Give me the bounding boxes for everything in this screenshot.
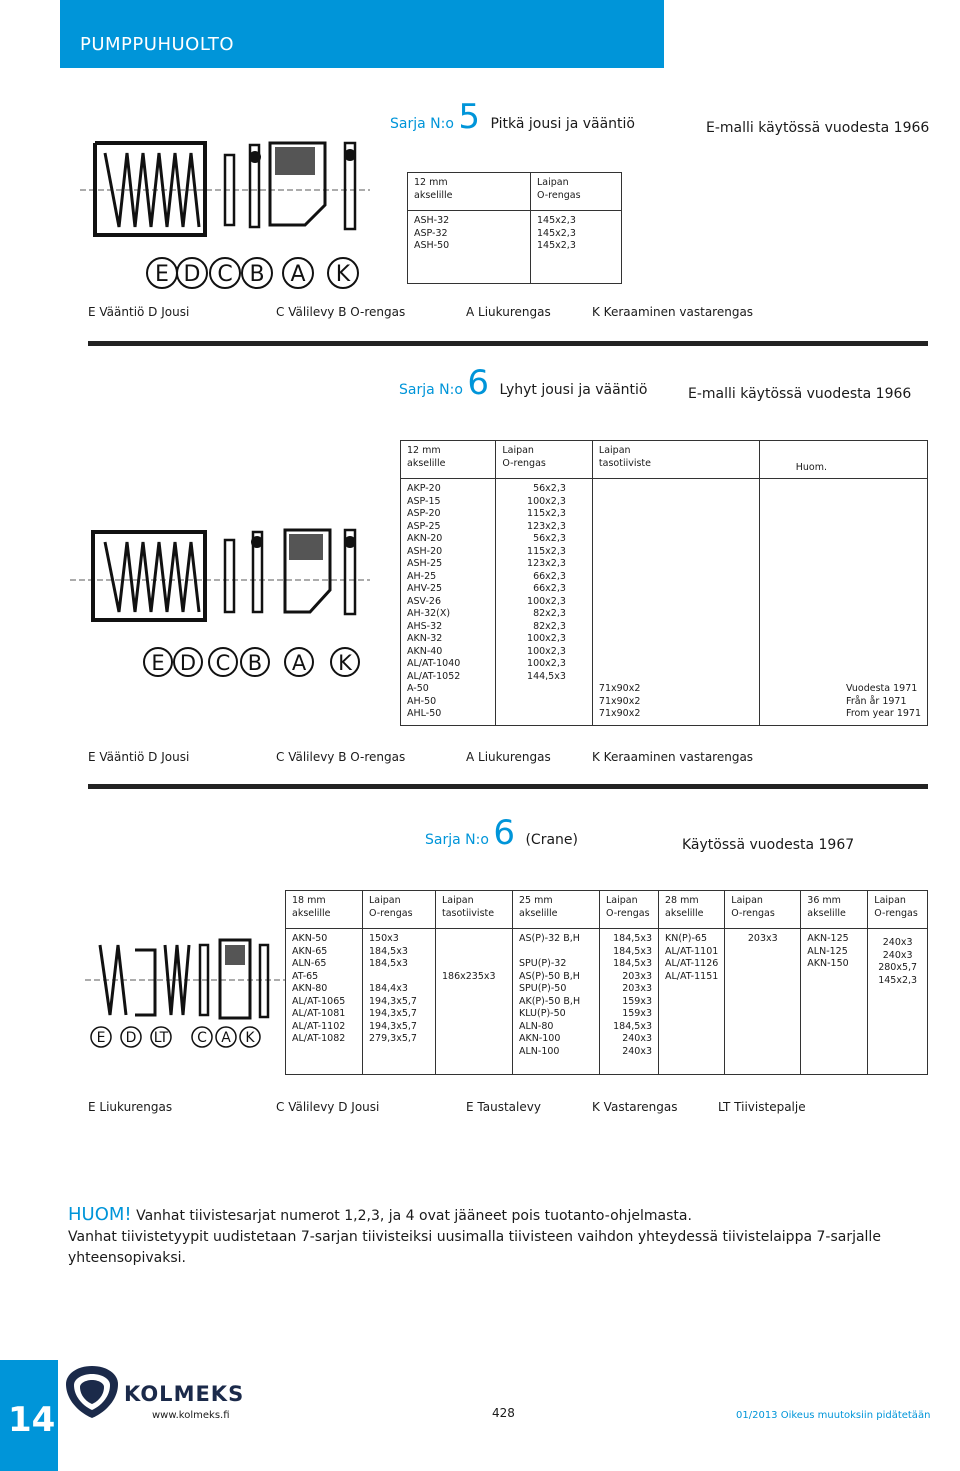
s6c-letter-d: D [125,1030,137,1046]
s6c-col8: 240x3 240x3 280x5,7 145x2,3 [868,929,928,1075]
s6c-legend-2: C Välilevy D Jousi [276,1100,380,1114]
letter-b: B [249,262,265,287]
divider-1 [88,341,928,346]
s6c-h5: 28 mm akselille [659,891,725,929]
s6c-number: 6 [493,813,515,853]
s6c-table [285,890,928,1075]
s5-desc: Pitkä jousi ja vääntiö [490,116,635,132]
letter-c: C [217,262,233,287]
note-huom: HUOM! [68,1204,132,1225]
website-link[interactable]: www.kolmeks.fi [152,1410,230,1421]
s6-letter-a: A [291,651,307,675]
s6-parts-drawing [65,520,375,680]
s6c-h8: Laipan O-rengas [868,891,928,929]
s6c-col0: AKN-50 AKN-65 ALN-65 AT-65 AKN-80 AL/AT-1065 AL/AT-1081 AL/AT-1102 AL/AT-1082 [286,929,363,1075]
s5-sarja: Sarja N:o [390,116,454,132]
s6c-legend-1: E Liukurengas [88,1100,173,1114]
s6c-h3: 25 mm akselille [513,891,600,929]
note-line-2: Vanhat tiivistetyypit uudistetaan 7-sarjan tiivisteiksi uusimalla tiivisteen vaihdon yhteydessä tiivistelaippa 7-sarjalle [68,1229,881,1245]
s6c-sarja: Sarja N:o [425,832,489,848]
s6c-col1: 150x3 184,5x3 184,5x3 184,4x3 194,3x5,7 194,3x5,7 194,3x5,7 279,3x5,7 [363,929,436,1075]
s6-legend-1: E Vääntiö D Jousi [88,750,190,764]
s6-c2: 56x2,3 100x2,3 115x2,3 123x2,3 56x2,3 115x2,3 123x2,3 66x2,3 66x2,3 100x2,3 82x2,3 82x2,3 100x2,3 100x2,3 100x2,3 144,5x3 [496,479,593,726]
s5-c2: 145x2,3 145x2,3 145x2,3 [531,211,622,284]
s5-h1: 12 mm akselille [408,173,531,211]
s5-table [407,172,622,284]
s6-desc: Lyhyt jousi ja vääntiö [499,382,648,398]
footer [0,1360,960,1471]
s6c-title [425,813,578,853]
letter-k: K [335,262,351,287]
s6c-h1: Laipan O-rengas [363,891,436,929]
s6c-letter-a: A [221,1030,231,1046]
s5-legend-1: E Vääntiö D Jousi [88,305,190,319]
s6-letter-c: C [215,651,231,675]
page-number: 14 [8,1400,56,1440]
s6-legend-2: C Välilevy B O-rengas [276,750,406,764]
s6-h4: Huom. [760,441,928,479]
s6c-letter-e: E [96,1030,106,1046]
s5-legend-3: A Liukurengas [466,305,551,319]
s6c-legend-3: E Taustalevy [466,1100,541,1114]
letter-d: D [183,262,201,287]
s6c-col6: 203x3 [725,929,801,1075]
s6-letter-k: K [338,651,352,675]
s5-c1: ASH-32 ASP-32 ASH-50 [408,211,531,284]
s6-letter-e: E [151,651,165,675]
s6-c4: Vuodesta 1971 Från år 1971 From year 1971 [760,479,928,726]
s6-number: 6 [467,363,489,403]
s6c-col7: AKN-125 ALN-125 AKN-150 [801,929,868,1075]
s5-model: E-malli käytössä vuodesta 1966 [706,120,930,136]
s6-model: E-malli käytössä vuodesta 1966 [688,386,912,402]
s6c-col5: KN(P)-65 AL/AT-1101 AL/AT-1126 AL/AT-1151 [659,929,725,1075]
s6c-parts-drawing [85,935,285,1055]
s5-legend-4: K Keraaminen vastarengas [592,305,754,319]
s6-h1: 12 mm akselille [401,441,496,479]
s6c-h0: 18 mm akselille [286,891,363,929]
s6-c3: 71x90x2 71x90x2 71x90x2 [592,479,759,726]
s5-h2: Laipan O-rengas [531,173,622,211]
s6-h2: Laipan O-rengas [496,441,593,479]
page-title: PUMPPUHUOLTO [80,34,235,55]
s6c-legend-4: K Vastarengas [592,1100,678,1114]
page-code: 428 [492,1406,515,1420]
s6c-h6: Laipan O-rengas [725,891,801,929]
s5-part-letters [145,255,365,291]
s6c-letter-c: C [197,1030,207,1046]
s6c-desc: (Crane) [525,832,578,848]
s6-h3: Laipan tasotiiviste [592,441,759,479]
s5-legend-2: C Välilevy B O-rengas [276,305,406,319]
s6c-letter-k: K [245,1030,255,1046]
s6-c1: AKP-20 ASP-15 ASP-20 ASP-25 AKN-20 ASH-20 ASH-25 AH-25 AHV-25 ASV-26 AH-32(X) AHS-32 AKN-32 AKN-40 AL/AT-1040 AL/AT-1052 A-50 AH-50 AHL-50 [401,479,496,726]
revision-note: 01/2013 Oikeus muutoksiin pidätetään [736,1410,931,1421]
header-bar [60,0,664,68]
s6-sarja: Sarja N:o [399,382,463,398]
s6c-col3: AS(P)-32 B,H SPU(P)-32 AS(P)-50 B,H SPU(P)-50 AK(P)-50 B,H KLU(P)-50 ALN-80 AKN-100 ALN-100 [513,929,600,1075]
letter-a: A [290,262,306,287]
s6-table [400,440,928,726]
s6c-h4: Laipan O-rengas [600,891,659,929]
s6c-model: Käytössä vuodesta 1967 [682,837,855,853]
s6-title [399,363,648,403]
s6-letter-b: B [247,651,263,675]
s6c-legend-5: LT Tiivistepalje [718,1100,806,1114]
s5-number: 5 [458,97,480,137]
s6c-h7: 36 mm akselille [801,891,868,929]
s5-title [390,97,635,137]
note-line-1: Vanhat tiivistesarjat numerot 1,2,3, ja 4 ovat jääneet pois tuotanto-ohjelmasta. [131,1208,692,1224]
note-line-3: yhteensopivaksi. [68,1250,186,1266]
divider-2 [88,784,928,789]
s6c-letter-lt: LT [153,1030,169,1046]
s6-legend-4: K Keraaminen vastarengas [592,750,754,764]
s6-legend-3: A Liukurengas [466,750,551,764]
s6-letter-d: D [179,651,197,675]
note-block [68,1204,928,1269]
page-number-box [0,1360,58,1471]
brand-name: KOLMEKS [124,1382,245,1406]
s6c-h2: Laipan tasotiiviste [436,891,513,929]
s6c-col4: 184,5x3 184,5x3 184,5x3 203x3 203x3 159x3 159x3 184,5x3 240x3 240x3 [600,929,659,1075]
s6c-col2: 186x235x3 [436,929,513,1075]
kolmeks-logo-icon [62,1362,122,1422]
letter-e: E [155,262,169,287]
